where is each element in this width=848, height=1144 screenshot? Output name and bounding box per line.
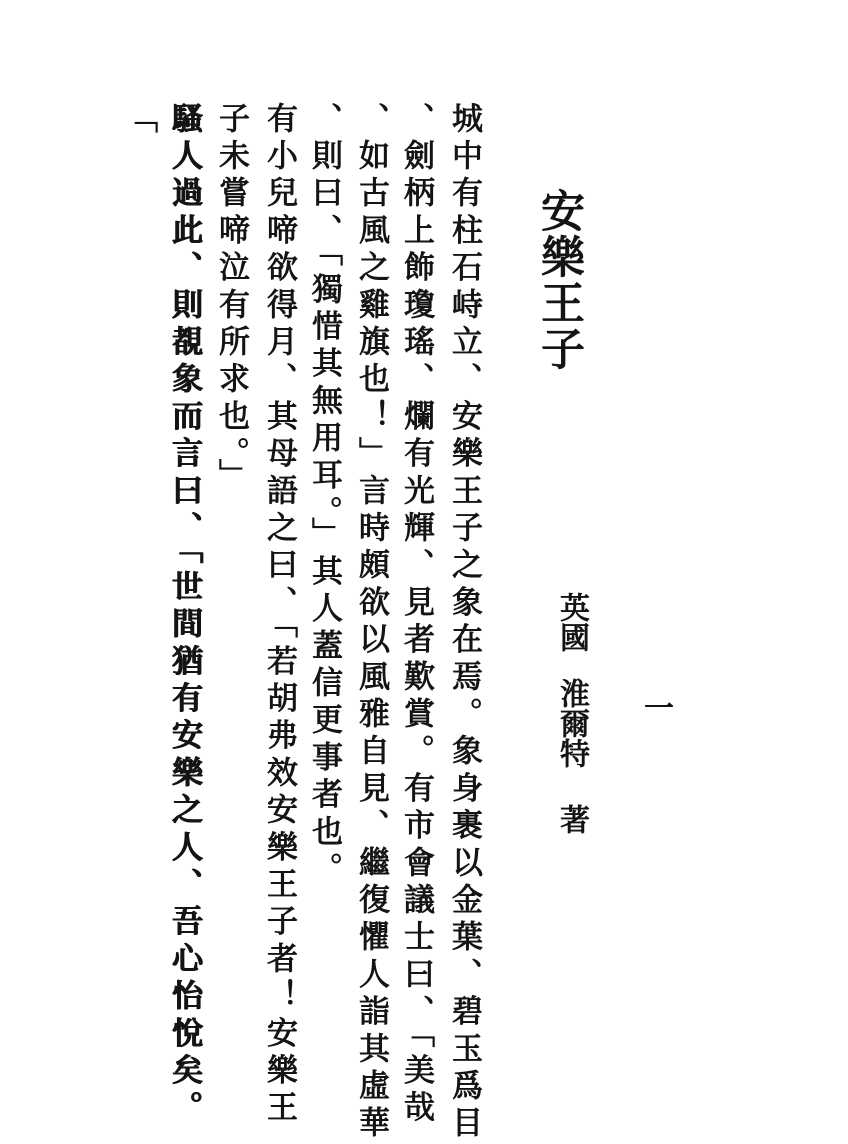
- page-number: 一: [638, 692, 673, 722]
- author-name: 淮爾特: [554, 678, 589, 768]
- text-column: 有小兒啼欲得月、其母語之曰、「若胡弗效安樂王子者！安樂王: [261, 102, 297, 1129]
- text-column: 城中有柱石峙立、安樂王子之象在焉。象身裹以金葉、碧玉爲目: [446, 102, 482, 1144]
- author-country: 英國: [554, 592, 589, 652]
- author-line: [554, 592, 589, 834]
- text-column: 子未嘗啼泣有所求也。」: [213, 102, 249, 496]
- text-column: 騷人過此、則覩象而言曰、「世間猶有安樂之人、吾心怡悅矣。: [166, 102, 202, 1129]
- text-column: 、如古風之雞旗也！」言時頗欲以風雅自見、繼復懼人詣其虛華: [353, 102, 389, 1144]
- text-column: 、劍柄上飾瓊瑤、爛有光輝、見者歎賞。有市會議士曰、「美哉: [398, 102, 434, 1129]
- text-column: 、則曰、「獨惜其無用耳。」其人蓋信更事者也。: [306, 102, 342, 890]
- text-column: 「: [121, 102, 157, 140]
- author-role: 著: [554, 804, 589, 834]
- chapter-title: 安樂王子: [533, 188, 584, 372]
